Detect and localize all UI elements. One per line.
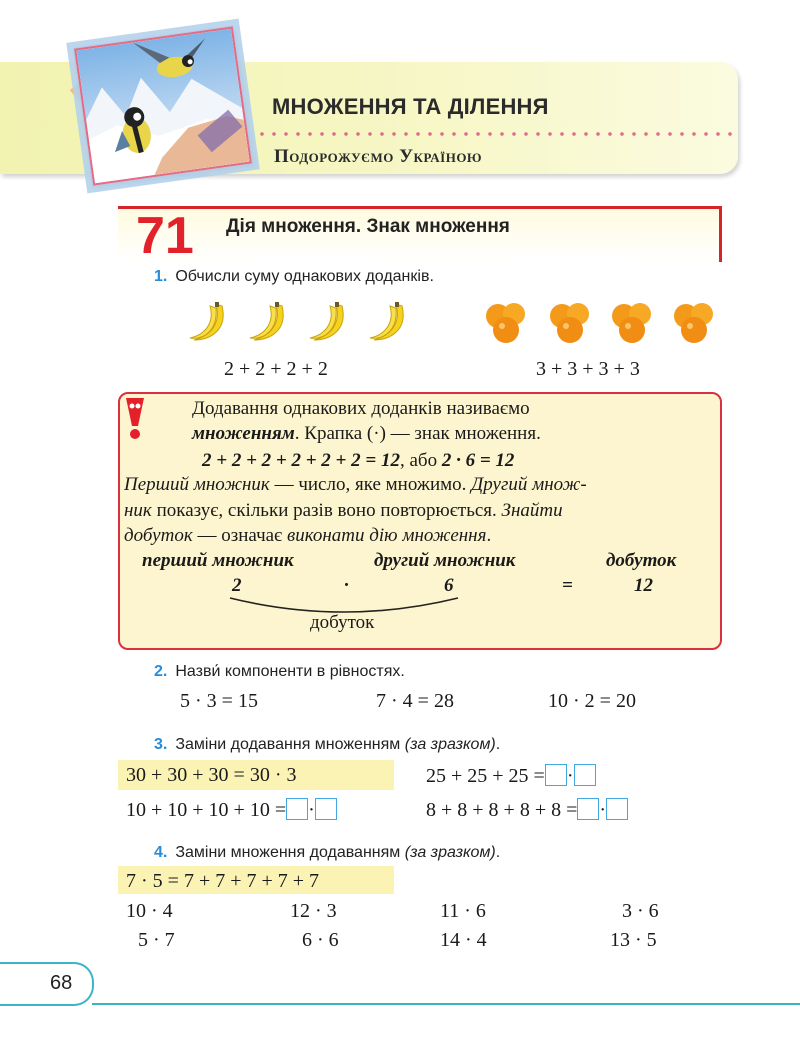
value-product: 12 bbox=[634, 575, 653, 596]
brace-label: добуток bbox=[310, 612, 375, 633]
footer-line bbox=[92, 1003, 800, 1005]
answer-box[interactable] bbox=[606, 798, 628, 820]
oranges-icon bbox=[546, 298, 594, 346]
banana-icon bbox=[366, 300, 410, 344]
dot-sign: · bbox=[344, 575, 349, 596]
answer-box[interactable] bbox=[545, 764, 567, 786]
exercise-expression: 14 · 4 bbox=[440, 929, 487, 951]
exercise-expression: 13 · 5 bbox=[610, 929, 657, 951]
rule-line-3: 2 + 2 + 2 + 2 + 2 + 2 = 12, або 2 · 6 = 12 bbox=[202, 450, 515, 471]
banana-icon bbox=[306, 300, 350, 344]
exercise-expression: 11 · 6 bbox=[440, 900, 486, 922]
exercise-expression: 10 + 10 + 10 + 10 = · bbox=[126, 798, 337, 822]
example-expression: 7 · 5 = 7 + 7 + 7 + 7 + 7 bbox=[126, 870, 320, 892]
page-number-tab bbox=[0, 962, 94, 1006]
dotted-divider bbox=[256, 132, 734, 136]
task-1 bbox=[154, 268, 434, 286]
oranges-icon bbox=[608, 298, 656, 346]
task-2: 2. Назви́ компоненти в рівностях. bbox=[154, 663, 405, 680]
exclamation-icon bbox=[120, 396, 150, 440]
example-expression: 30 + 30 + 30 = 30 · 3 bbox=[126, 764, 297, 786]
value-second-factor: 6 bbox=[444, 575, 454, 596]
rule-line-1: Додавання однакових доданків називаємо bbox=[192, 398, 530, 419]
oranges-icon bbox=[670, 298, 718, 346]
banana-icon bbox=[186, 300, 230, 344]
lesson-number: 71 bbox=[136, 207, 194, 265]
label-first-factor: перший множник bbox=[142, 550, 294, 571]
rule-line-5: ник показує, скільки разів воно повторюється. Знайти bbox=[124, 500, 563, 521]
equation: 7 · 4 = 28 bbox=[376, 690, 454, 712]
oranges-icon bbox=[482, 298, 530, 346]
answer-box[interactable] bbox=[286, 798, 308, 820]
expression-bananas: 2 + 2 + 2 + 2 bbox=[224, 358, 328, 380]
page-number: 68 bbox=[50, 972, 73, 994]
chapter-photo bbox=[73, 25, 253, 186]
rule-line-6: добуток — означає виконати дію множення. bbox=[124, 525, 492, 546]
task-4: 4. Заміни множення додаванням (за зразком). bbox=[154, 844, 501, 861]
rule-line-4: Перший множник — число, яке множимо. Другий множ- bbox=[124, 474, 587, 495]
exercise-expression: 10 · 4 bbox=[126, 900, 173, 922]
value-first-factor: 2 bbox=[232, 575, 242, 596]
task-3: 3. Заміни додавання множенням (за зразком). bbox=[154, 736, 501, 753]
exercise-expression: 8 + 8 + 8 + 8 + 8 = · bbox=[426, 798, 628, 822]
task-text: Обчисли суму однакових доданків. bbox=[175, 268, 434, 285]
banana-icon bbox=[246, 300, 290, 344]
exercise-expression: 5 · 7 bbox=[138, 929, 175, 951]
birds-photo-icon bbox=[76, 29, 249, 183]
rule-line-2: множенням. Крапка (·) — знак множення. bbox=[192, 423, 541, 444]
chapter-subtitle: Подорожуємо Україною bbox=[274, 146, 483, 167]
label-product: добуток bbox=[606, 550, 677, 571]
chapter-title: МНОЖЕННЯ ТА ДІЛЕННЯ bbox=[272, 94, 549, 119]
answer-box[interactable] bbox=[315, 798, 337, 820]
equation: 10 · 2 = 20 bbox=[548, 690, 636, 712]
exercise-expression: 3 · 6 bbox=[622, 900, 659, 922]
expression-oranges: 3 + 3 + 3 + 3 bbox=[536, 358, 640, 380]
equals-sign: = bbox=[562, 575, 573, 596]
exercise-expression: 25 + 25 + 25 = · bbox=[426, 764, 596, 788]
label-second-factor: другий множник bbox=[374, 550, 516, 571]
answer-box[interactable] bbox=[574, 764, 596, 786]
answer-box[interactable] bbox=[577, 798, 599, 820]
task-number: 1. bbox=[154, 268, 168, 285]
lesson-title: Дія множення. Знак множення bbox=[226, 216, 510, 237]
exercise-expression: 12 · 3 bbox=[290, 900, 337, 922]
equation: 5 · 3 = 15 bbox=[180, 690, 258, 712]
exercise-expression: 6 · 6 bbox=[302, 929, 339, 951]
